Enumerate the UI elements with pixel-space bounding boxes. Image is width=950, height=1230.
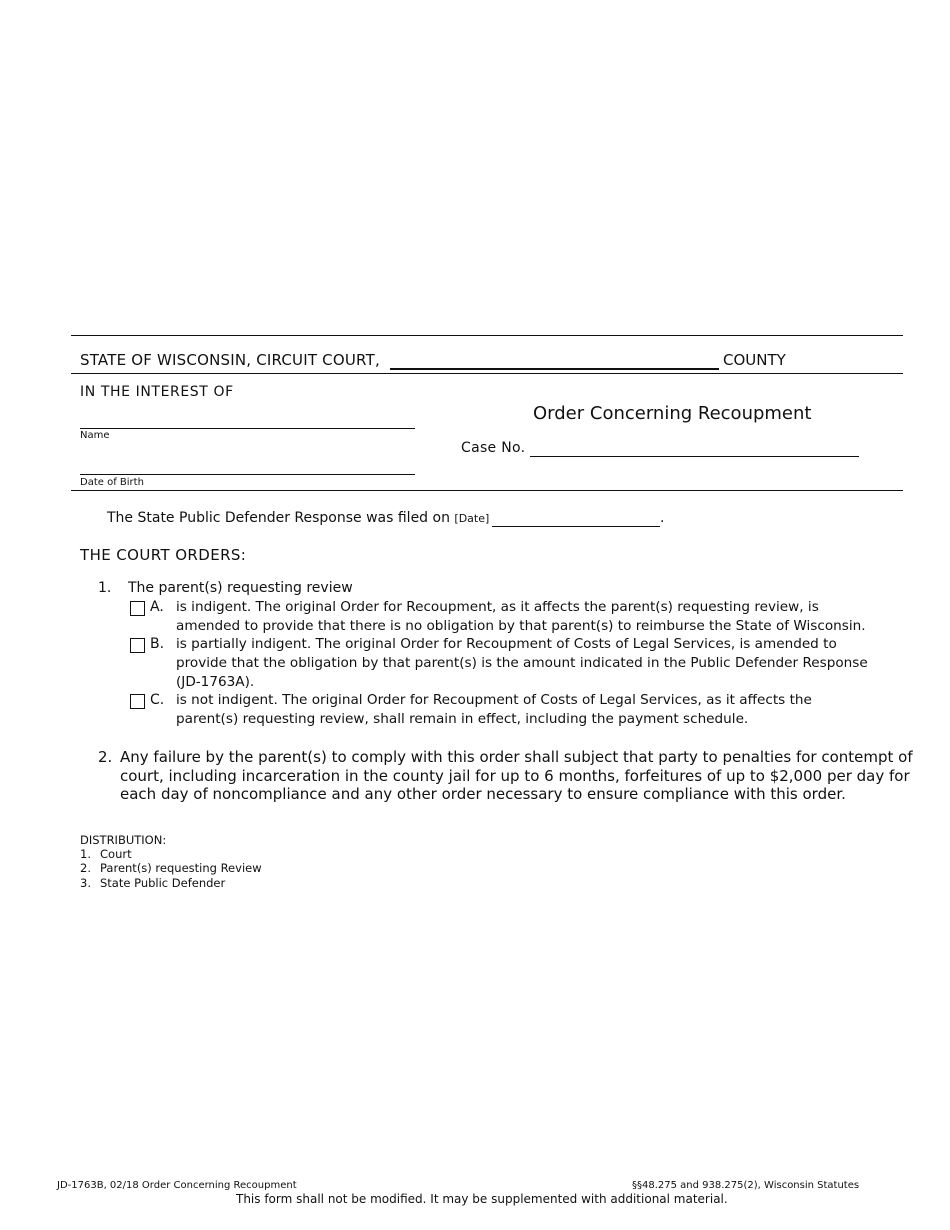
footer-notice: This form shall not be modified. It may be supplemented with additional material. xyxy=(236,1192,728,1206)
distribution-item-label: Court xyxy=(100,847,132,861)
case-number-field[interactable] xyxy=(530,456,859,457)
distribution-item xyxy=(80,861,262,875)
option-b-text-line-2: provide that the obligation by that parent(s) is the amount indicated in the Public Defender Response xyxy=(176,655,868,671)
filed-statement-text: The State Public Defender Response was filed on xyxy=(107,510,450,526)
option-c-text-line-2: parent(s) requesting review, shall remain in effect, including the payment schedule. xyxy=(176,711,749,727)
county-field[interactable] xyxy=(390,368,719,370)
item-1-number: 1. xyxy=(98,580,112,596)
footer-statutes: §§48.275 and 938.275(2), Wisconsin Statutes xyxy=(632,1180,860,1191)
option-b-text-line-1: is partially indigent. The original Order for Recoupment of Costs of Legal Services, is amended to xyxy=(176,636,837,652)
option-b-text-line-3: (JD-1763A). xyxy=(176,674,255,690)
name-field[interactable] xyxy=(80,428,415,429)
option-a-text-line-1: is indigent. The original Order for Recoupment, as it affects the parent(s) requesting review, is xyxy=(176,599,819,615)
option-a-text-line-2: amended to provide that there is no obligation by that parent(s) to reimburse the State of Wisconsin. xyxy=(176,618,866,634)
date-of-birth-field[interactable] xyxy=(80,474,415,475)
item-2-text-line-1: Any failure by the parent(s) to comply with this order shall subject that party to penalties for contempt of xyxy=(120,748,913,766)
filed-date-field[interactable] xyxy=(492,526,660,527)
distribution-item-label: State Public Defender xyxy=(100,876,226,890)
item-2-number: 2. xyxy=(98,748,113,766)
distribution-item-number: 1. xyxy=(80,847,91,861)
header-top-rule xyxy=(71,335,903,336)
name-label: Name xyxy=(80,430,110,441)
filed-period: . xyxy=(660,510,665,526)
header-bottom-rule xyxy=(71,373,903,374)
option-c-checkbox[interactable] xyxy=(130,694,145,709)
interest-of-label: IN THE INTEREST OF xyxy=(80,384,234,400)
option-b-letter: B. xyxy=(150,636,165,652)
option-a-checkbox[interactable] xyxy=(130,601,145,616)
case-number-label: Case No. xyxy=(461,440,526,456)
distribution-item-number: 2. xyxy=(80,861,91,875)
item-2-text-line-2: court, including incarceration in the county jail for up to 6 months, forfeitures of up to $2,000 per day for xyxy=(120,767,910,785)
date-of-birth-label: Date of Birth xyxy=(80,477,144,488)
court-orders-heading: THE COURT ORDERS: xyxy=(80,546,247,564)
option-b-checkbox[interactable] xyxy=(130,638,145,653)
caption-bottom-rule xyxy=(71,490,903,491)
document-title: Order Concerning Recoupment xyxy=(533,403,812,424)
state-court-label: STATE OF WISCONSIN, CIRCUIT COURT, xyxy=(80,351,380,369)
distribution-item xyxy=(80,876,225,890)
option-c-letter: C. xyxy=(150,692,165,708)
option-c-text-line-1: is not indigent. The original Order for Recoupment of Costs of Legal Services, as it affects the xyxy=(176,692,812,708)
footer-form-id: JD-1763B, 02/18 Order Concerning Recoupment xyxy=(57,1180,297,1191)
distribution-item-label: Parent(s) requesting Review xyxy=(100,861,262,875)
distribution-item-number: 3. xyxy=(80,876,91,890)
option-a-letter: A. xyxy=(150,599,164,615)
item-2-text-line-3: each day of noncompliance and any other order necessary to ensure compliance with this order. xyxy=(120,785,846,803)
filed-statement xyxy=(107,510,489,526)
distribution-heading: DISTRIBUTION: xyxy=(80,833,167,847)
item-1-text: The parent(s) requesting review xyxy=(128,580,353,596)
filed-date-hint: [Date] xyxy=(454,512,490,525)
distribution-item xyxy=(80,847,132,861)
county-label: COUNTY xyxy=(723,351,786,369)
